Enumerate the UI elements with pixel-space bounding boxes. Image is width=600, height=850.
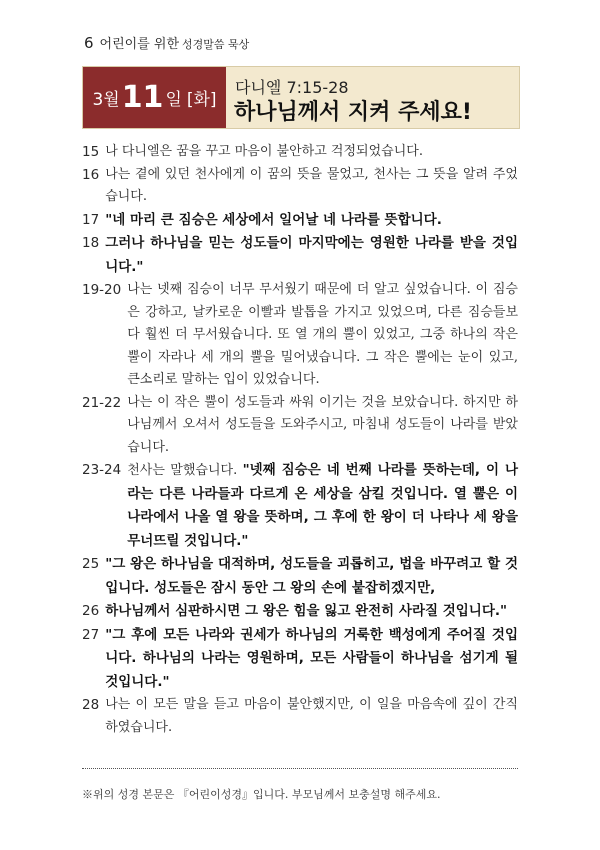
book-subtitle: 성경말씀 묵상 (182, 38, 250, 51)
verse-segment: "넷째 짐승은 네 번째 나라를 뜻하는데, 이 나라는 다른 나라들과 다르게 온 세상을 삼킬 것입니다. 열 뿔은 이 나라에서 나올 열 왕을 뜻하며, 그 후에 한 왕이 더 나타나 세 왕을 무너뜨릴 것입니다." (127, 462, 518, 549)
day-banner (82, 66, 520, 129)
verse-row (82, 279, 518, 392)
verse-row (82, 392, 518, 460)
verse-segment: 나는 넷째 짐승이 너무 무서웠기 때문에 더 알고 싶었습니다. 이 짐승은 강하고, 날카로운 이빨과 발톱을 가지고 있었으며, 다른 짐승들보다 훨씬 더 무서웠습니다. 또 열 개의 뿔이 있었고, 그중 하나의 작은 뿔이 자라나 세 개의 뿔을 밀어냈습니다. 그 작은 뿔에는 눈이 있고, 큰소리로 말하는 입이 있었습니다. (127, 282, 518, 387)
verse-text (127, 392, 518, 460)
day-suffix: 일 (165, 90, 182, 110)
verse-number: 23-24 (82, 462, 122, 478)
verse-text (105, 141, 518, 164)
scripture-reference: 다니엘 7:15-28 (235, 78, 349, 97)
verse-text (127, 459, 518, 553)
verse-row (82, 600, 518, 624)
verse-number: 16 (82, 166, 100, 183)
verse-text (105, 232, 518, 279)
month: 3월 (92, 90, 120, 110)
divider (82, 768, 518, 769)
verse-segment: 나는 곁에 있던 천사에게 이 꿈의 뜻을 물었고, 천사는 그 뜻을 알려 주었습니다. (105, 166, 518, 204)
day-number: 11 (121, 80, 164, 115)
verse-number: 19-20 (82, 282, 122, 298)
verse-segment: 나는 이 모든 말을 듣고 마음이 불안했지만, 이 일을 마음속에 깊이 간직하였습니다. (105, 697, 518, 735)
verse-row (82, 232, 518, 279)
date-box (83, 67, 226, 128)
verse-text (127, 279, 518, 392)
book-title: 어린이를 위한 (99, 37, 180, 52)
verse-segment: 하나님께서 심판하시면 그 왕은 힘을 잃고 완전히 사라질 것입니다." (105, 603, 508, 619)
verse-row (82, 553, 518, 600)
verse-segment: 천사는 말했습니다. (127, 463, 243, 478)
verse-number: 15 (82, 144, 100, 160)
verse-number: 17 (82, 211, 100, 228)
verse-row (82, 141, 518, 164)
verse-segment: 그러나 하나님을 믿는 성도들이 마지막에는 영원한 나라를 받을 것입니다." (105, 235, 518, 275)
verse-segment: "그 왕은 하나님을 대적하며, 성도들을 괴롭히고, 법을 바꾸려고 할 것입니다. 성도들은 잠시 동안 그 왕의 손에 붙잡히겠지만, (105, 556, 518, 596)
verse-row (82, 164, 518, 209)
verse-number: 18 (82, 235, 100, 251)
verse-segment: "그 후에 모든 나라와 권세가 하나님의 거룩한 백성에게 주어질 것입니다. 하나님의 나라는 영원하며, 모든 사람들이 하나님을 섬기게 될 것입니다." (105, 626, 518, 690)
verse-text (105, 209, 518, 233)
verse-text (105, 600, 518, 624)
verse-row (82, 459, 518, 553)
verse-row (82, 209, 518, 233)
page-number: 6 (84, 34, 94, 52)
verse-number: 25 (82, 556, 100, 572)
verse-number: 21-22 (82, 394, 122, 411)
verse-text (105, 694, 518, 739)
verse-segment: 나 다니엘은 꿈을 꾸고 마음이 불안하고 걱정되었습니다. (105, 144, 423, 159)
verse-text (105, 164, 518, 209)
verse-text (105, 624, 518, 695)
verse-segment: 나는 이 작은 뿔이 성도들과 싸워 이기는 것을 보았습니다. 하지만 하나님께서 오셔서 성도들을 도와주시고, 마침내 성도들이 나라를 받았습니다. (127, 394, 518, 455)
verse-row (82, 694, 518, 739)
verse-segment: "네 마리 큰 짐승은 세상에서 일어날 네 나라를 뜻합니다. (105, 211, 442, 228)
footnote: ※위의 성경 본문은 『어린이성경』입니다. 부모님께서 보충설명 해주세요. (82, 788, 441, 801)
verse-text (105, 553, 518, 600)
running-head (84, 33, 249, 52)
weekday: [화] (186, 90, 217, 110)
verse-list (82, 141, 518, 739)
page-title: 하나님께서 지켜 주세요! (234, 100, 472, 125)
verse-number: 28 (82, 697, 100, 713)
verse-number: 27 (82, 626, 100, 643)
verse-row (82, 624, 518, 695)
verse-number: 26 (82, 603, 100, 619)
